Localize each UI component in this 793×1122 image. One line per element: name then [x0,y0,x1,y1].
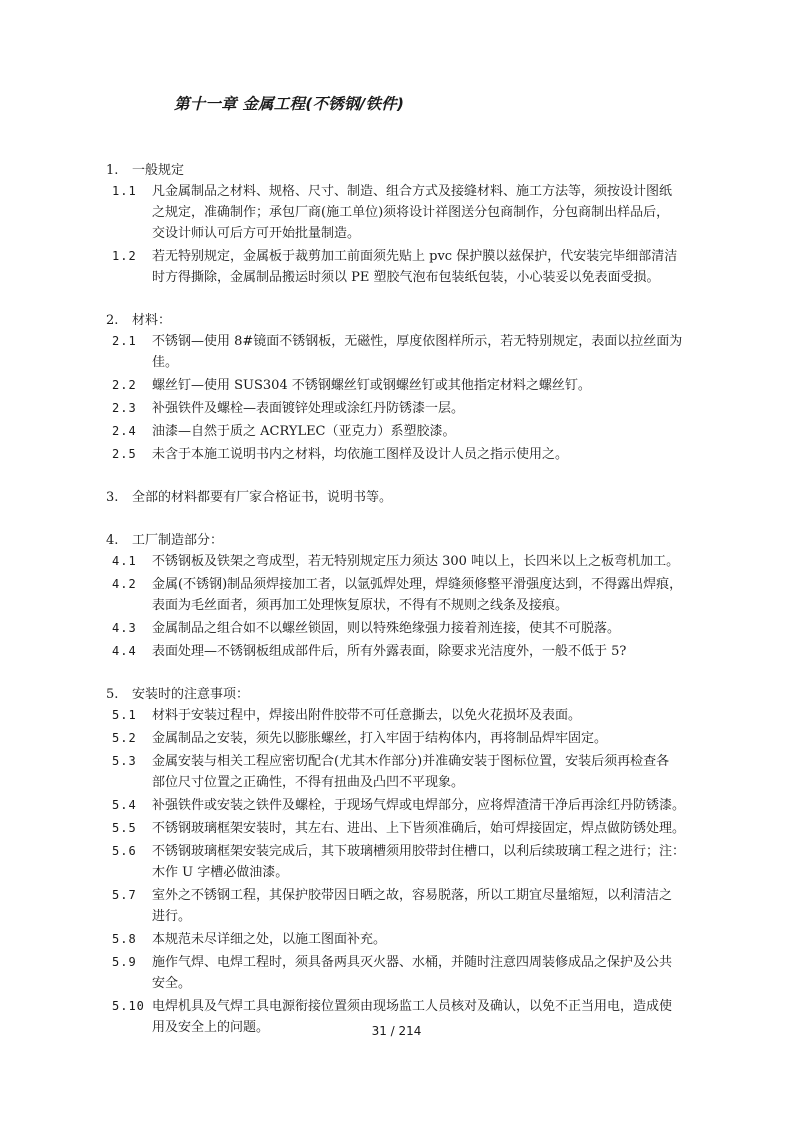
clause-number: 4.3 [112,621,137,635]
clause-item [0,551,793,572]
clause-number: 2.5 [112,447,137,461]
section-heading [0,160,793,181]
clause-item [0,398,793,419]
clause-item [0,618,793,639]
document-body [0,160,793,1060]
section-title: 全部的材料都要有厂家合格证书，说明书等。 [132,490,393,505]
clause-text: 油漆—自然于质之 ACRYLEC（亚克力）系塑胶漆。 [152,424,456,439]
section-3 [0,487,793,508]
clause-item [0,246,793,288]
clause-item [0,421,793,442]
clause-number: 2.4 [112,424,137,438]
clause-text: 施作气焊、电焊工程时，须具备两具灭火器、水桶，并随时注意四周装修成品之保护及公共 安全。 [152,955,673,991]
clause-text: 不锈钢板及铁架之弯成型，若无特别规定压力须达 300 吨以上，长四米以上之板弯机加工。 [152,554,680,569]
clause-text: 金属(不锈钢)制品须焊接加工者，以氩弧焊处理，焊缝须修整平滑强度达到，不得露出焊痕， 表面为毛丝面者，须再加工处理恢复原状，不得有不规则之线条及接痕。 [152,577,683,613]
clause-item [0,728,793,749]
section-2 [0,310,793,465]
clause-text: 未含于本施工说明书内之材料，均依施工图样及设计人员之指示使用之。 [152,447,569,462]
clause-number: 1.1 [112,184,137,198]
clause-item [0,331,793,373]
clause-item [0,929,793,950]
clause-text: 补强铁件或安装之铁件及螺栓，于现场气焊或电焊部分，应将焊渣清干净后再涂红丹防锈漆。 [152,798,686,813]
clause-item [0,574,793,616]
clause-number: 4.2 [112,577,137,591]
section-number: 4. [106,533,119,548]
section-5 [0,684,793,1038]
clause-text: 不锈钢玻璃框架安装完成后，其下玻璃槽须用胶带封住槽口，以利后续玻璃工程之进行；注： 木作 U 字槽必做油漆。 [152,844,686,880]
clause-item [0,375,793,396]
clause-text: 补强铁件及螺栓—表面镀锌处理或涂红丹防锈漆一层。 [152,401,465,416]
clause-number: 5.5 [112,821,137,835]
section-1 [0,160,793,288]
section-heading [0,310,793,331]
clause-number: 5.10 [112,999,145,1013]
clause-item [0,885,793,927]
clause-number: 2.1 [112,334,137,348]
clause-number: 5.1 [112,708,137,722]
clause-item [0,818,793,839]
section-heading [0,530,793,551]
chapter-title: 第十一章 金属工程(不锈钢/铁件) [174,95,405,113]
clause-text: 螺丝钉—使用 SUS304 不锈钢螺丝钉或钢螺丝钉或其他指定材料之螺丝钉。 [152,378,591,393]
clause-text: 若无特别规定，金属板于裁剪加工前面须先贴上 pvc 保护膜以兹保护，代安装完毕细部清洁 时方得撕除，金属制品搬运时须以 PE 塑胶气泡布包装纸包装，小心装妥以免表面受损。 [152,249,678,285]
section-title: 安装时的注意事项： [132,687,250,702]
clause-text: 金属安装与相关工程应密切配合(尤其木作部分)并准确安装于图标位置，安装后须再检查各 部位尺寸位置之正确性，不得有扭曲及凸凹不平现象。 [152,754,670,790]
clause-item [0,641,793,662]
clause-item [0,444,793,465]
clause-text: 表面处理—不锈钢板组成部件后，所有外露表面，除要求光洁度外，一般不低于 5? [152,644,627,659]
clause-item [0,181,793,244]
clause-number: 1.2 [112,249,137,263]
clause-number: 5.6 [112,844,137,858]
section-number: 3. [106,490,119,505]
clause-number: 5.3 [112,754,137,768]
clause-number: 4.4 [112,644,137,658]
clause-text: 金属制品之安装，须先以膨胀螺丝，打入牢固于结构体内，再将制品焊牢固定。 [152,731,608,746]
clause-number: 5.9 [112,955,137,969]
clause-item [0,751,793,793]
page-number: 31 / 214 [371,1024,422,1038]
clause-number: 5.4 [112,798,137,812]
section-4 [0,530,793,662]
clause-text: 电焊机具及气焊工具电源衔接位置须由现场监工人员核对及确认，以免不正当用电，造成使 用及安全上的问题。 [152,999,673,1035]
section-number: 1. [106,163,119,178]
clause-item [0,705,793,726]
clause-item [0,952,793,994]
section-title: 工厂制造部分： [132,533,224,548]
clause-text: 凡金属制品之材料、规格、尺寸、制造、组合方式及接缝材料、施工方法等，须按设计图纸 之规定，准确制作；承包厂商(施工单位)须将设计祥图送分包商制作，分包商制出样品后， 交设计师认可后方可开始批量制造。 [152,184,673,241]
clause-text: 室外之不锈钢工程，其保护胶带因日晒之故，容易脱落，所以工期宜尽量缩短，以利清洁之 进行。 [152,888,673,924]
clause-number: 5.2 [112,731,137,745]
clause-number: 5.7 [112,888,137,902]
clause-item [0,841,793,883]
clause-number: 2.3 [112,401,137,415]
section-heading [0,487,793,508]
clause-text: 不锈钢—使用 8#镜面不锈钢板，无磁性，厚度依图样所示，若无特别规定，表面以拉丝面为 佳。 [152,334,683,370]
clause-text: 不锈钢玻璃框架安装时，其左右、进出、上下皆须准确后，始可焊接固定，焊点做防锈处理。 [152,821,686,836]
section-title: 材料： [132,313,172,328]
clause-item [0,795,793,816]
section-heading [0,684,793,705]
section-number: 2. [106,313,119,328]
clause-number: 4.1 [112,554,137,568]
clause-number: 2.2 [112,378,137,392]
section-title: 一般规定 [132,163,185,178]
clause-number: 5.8 [112,932,137,946]
clause-text: 本规范未尽详细之处，以施工图面补充。 [152,932,387,947]
clause-text: 金属制品之组合如不以螺丝锁固，则以特殊绝缘强力接着剂连接，使其不可脱落。 [152,621,621,636]
clause-text: 材料于安装过程中，焊接出附件胶带不可任意撕去，以免火花损坏及表面。 [152,708,582,723]
section-number: 5. [106,687,119,702]
